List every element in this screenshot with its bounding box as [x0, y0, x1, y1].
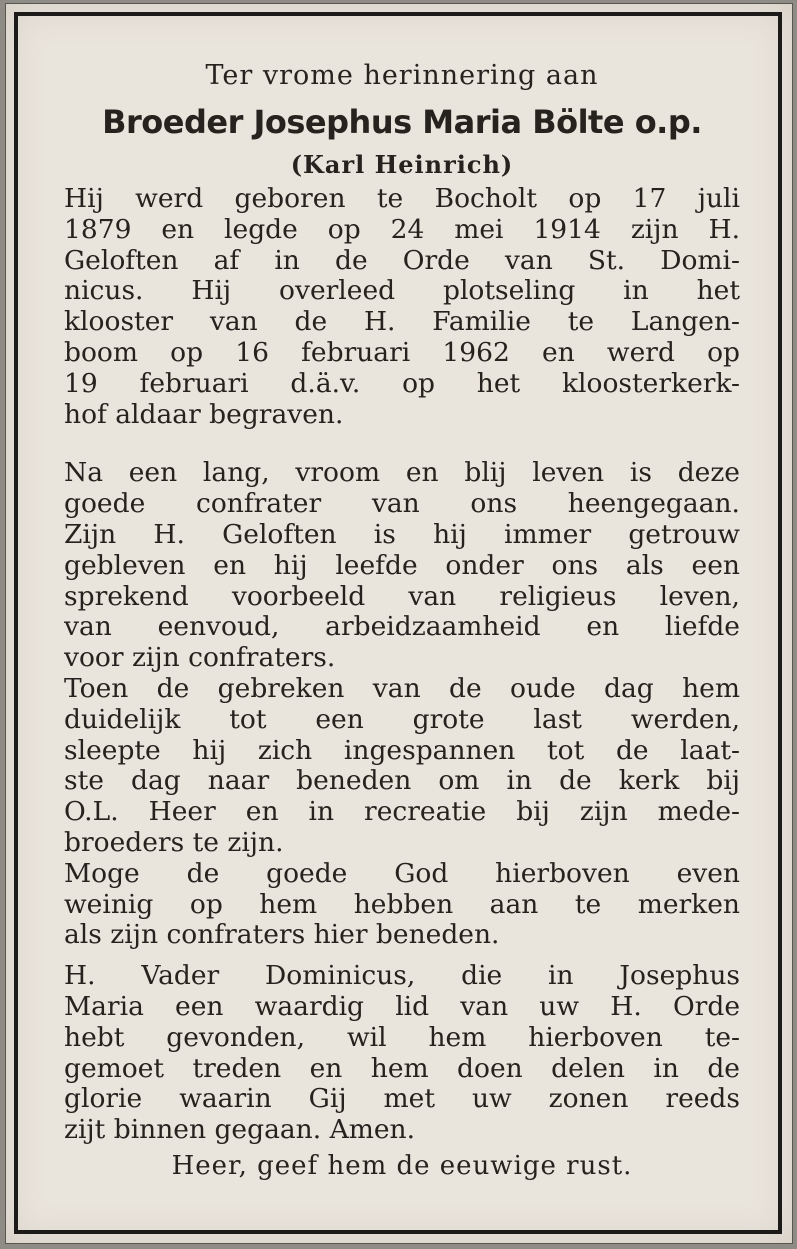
closing-prayer: Heer, geef hem de eeuwige rust.: [171, 1150, 633, 1181]
birth-name: (Karl Heinrich): [290, 150, 514, 179]
text-line: Maria een waardig lid van uw H. Orde: [64, 991, 740, 1022]
text-line: H. Vader Dominicus, die in Josephus: [64, 961, 740, 992]
invocation-paragraph: [64, 961, 740, 1146]
card-content: [64, 54, 740, 1186]
text-line: boom op 16 februari 1962 en werd op: [64, 337, 740, 368]
text-line: zijt binnen gegaan. Amen.: [64, 1115, 416, 1146]
text-line: Hij werd geboren te Bocholt op 17 juli: [64, 184, 740, 214]
text-line: ste dag naar beneden om in de kerk bij: [64, 766, 740, 797]
text-line: broeders te zijn.: [64, 827, 284, 858]
text-line: Geloften af in de Orde van St. Domi-: [64, 245, 740, 276]
text-line: gemoet treden en hem doen delen in de: [64, 1053, 740, 1084]
text-line: Toen de gebreken van de oude dag hem: [64, 673, 740, 704]
text-line: duidelijk tot een grote last werden,: [64, 704, 740, 735]
text-line: sleepte hij zich ingespannen tot de laat-: [64, 735, 740, 766]
text-line: sprekend voorbeeld van religieus leven,: [64, 581, 740, 612]
text-line: Zijn H. Geloften is hij immer getrouw: [64, 519, 740, 550]
text-line: hof aldaar begraven.: [64, 399, 344, 430]
deceased-name: Broeder Josephus Maria Bölte o.p.: [102, 103, 702, 141]
text-line: nicus. Hij overleed plotseling in het: [64, 276, 740, 307]
text-line: klooster van de H. Familie te Langen-: [64, 307, 740, 338]
text-line: 19 februari d.ä.v. op het kloosterkerk-: [64, 368, 740, 399]
memorial-card: [5, 3, 793, 1244]
text-line: Moge de goede God hierboven even: [64, 858, 740, 889]
text-line: goede confrater van ons heengegaan.: [64, 489, 740, 520]
text-line: Na een lang, vroom en blij leven is deze: [64, 458, 740, 489]
old-age-paragraph: [64, 674, 740, 859]
text-line: gebleven en hij leefde onder ons als een: [64, 550, 740, 581]
text-line: glorie waarin Gij met uw zonen reeds: [64, 1084, 740, 1115]
text-line: O.L. Heer en in recreatie bij zijn mede-: [64, 797, 740, 828]
prayer-paragraph: [64, 859, 740, 951]
tribute-paragraph: [64, 458, 740, 674]
text-line: voor zijn confraters.: [64, 643, 336, 674]
intro-line: Ter vrome herinnering aan: [205, 60, 599, 91]
text-line: als zijn confraters hier beneden.: [64, 920, 500, 951]
text-line: hebt gevonden, wil hem hierboven te-: [64, 1022, 740, 1053]
text-line: weinig op hem hebben aan te merken: [64, 889, 740, 920]
text-line: 1879 en legde op 24 mei 1914 zijn H.: [64, 214, 740, 245]
text-line: van eenvoud, arbeidzaamheid en liefde: [64, 612, 740, 643]
biography-paragraph: [64, 184, 740, 430]
